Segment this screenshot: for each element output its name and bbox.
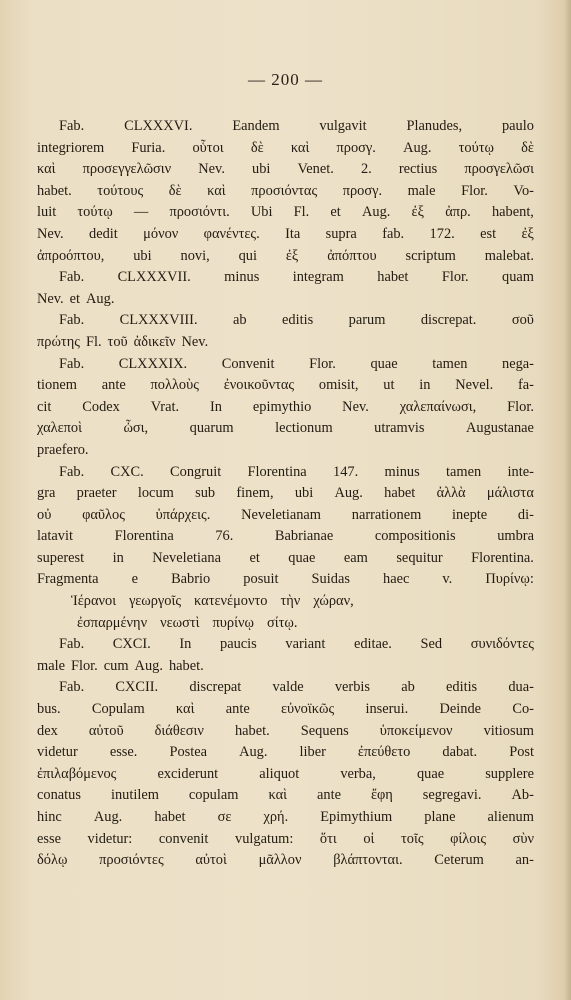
text-line: cit Codex Vrat. In epimythio Nev. χαλεπαίνωσι, Flor. xyxy=(37,398,534,415)
text-line: male Flor. cum Aug. habet. xyxy=(37,657,204,674)
text-line: latavit Florentina 76. Babrianae compositionis umbra xyxy=(37,528,534,545)
text-line: Nev. dedit μόνον φανέντες. Ita supra fab. 172. est ἐξ xyxy=(37,225,534,242)
text-line: bus. Copulam καὶ ante εὐνοϊκῶς inserui. Deinde Co- xyxy=(37,701,534,718)
paragraph xyxy=(37,116,534,310)
text-line: dex αὐτοῦ διάθεσιν habet. Sequens ὑποκείμενον vitiosum xyxy=(37,722,534,739)
text-line: superest in Neveletiana et quae eam sequitur Florentina. xyxy=(37,549,534,566)
text-line: οὐ φαῦλος ὑπάρχεις. Neveletianam narrationem inepte di- xyxy=(37,506,534,523)
text-line: gra praeter locum sub finem, ubi Aug. habet ἀλλὰ μάλιστα xyxy=(37,485,534,502)
text-line: conatus inutilem copulam καὶ ante ἔφη segregavi. Ab- xyxy=(37,787,534,804)
text-line: videtur esse. Postea Aug. liber ἐπεύθετο dabat. Post xyxy=(37,744,534,761)
paragraph xyxy=(37,462,534,635)
text-line: tionem ante πολλοὺς ἐνοικοῦντας omisit, ut in Nevel. fa- xyxy=(37,377,534,394)
text-line: Fab. CXC. Congruit Florentina 147. minus tamen inte- xyxy=(59,463,534,480)
paragraph xyxy=(37,677,534,871)
text-line: Fab. CLXXXIX. Convenit Flor. quae tamen nega- xyxy=(59,355,534,372)
page-edge-shadow xyxy=(564,0,571,1000)
text-line: ἐπιλαβόμενος exciderunt aliquot verba, quae supplere xyxy=(37,765,534,782)
text-line: habet. τούτους δὲ καὶ προσιόντας προσγ. male Flor. Vo- xyxy=(37,182,534,199)
verse-line: Ἱέρανοι γεωργοῖς κατενέμοντο τὴν χώραν, xyxy=(71,593,354,610)
text-line: Fab. CXCII. discrepat valde verbis ab editis dua- xyxy=(59,679,534,696)
verse-line: ἐσπαρμένην νεωστὶ πυρίνῳ σίτῳ. xyxy=(77,614,298,631)
text-line: χαλεποὶ ὦσι, quarum lectionum utramvis Augustanae xyxy=(37,420,534,437)
paragraph xyxy=(37,310,534,353)
text-line: καὶ προσεγγελῶσιν Nev. ubi Venet. 2. rectius προσγελῶσι xyxy=(37,161,534,178)
text-line: Nev. et Aug. xyxy=(37,290,115,307)
text-line: Fab. CXCI. In paucis variant editae. Sed συνιδόντες xyxy=(59,636,534,653)
text-line: luit τούτῳ — προσιόντι. Ubi Fl. et Aug. ἐξ ἀπρ. habent, xyxy=(37,204,534,221)
text-line: integriorem Furia. οὗτοι δὲ καὶ προσγ. Aug. τούτῳ δὲ xyxy=(37,139,534,156)
paragraph xyxy=(37,354,534,462)
text-line: hinc Aug. habet σε χρή. Epimythium plane alienum xyxy=(37,809,534,825)
page-number: — 200 — xyxy=(248,70,323,89)
text-line: esse videtur: convenit vulgatum: ὅτι οἱ τοῖς φίλοις σὺν xyxy=(37,830,534,847)
text-line: πρώτης Fl. τοῦ ἀδικεῖν Nev. xyxy=(37,333,209,350)
text-line: Fab. CLXXXVII. minus integram habet Flor. quam xyxy=(59,269,534,286)
text-line: Fragmenta e Babrio posuit Suidas haec v. Πυρίνῳ: xyxy=(37,571,534,588)
paragraph xyxy=(37,634,534,677)
text-line: Fab. CLXXXVI. Eandem vulgavit Planudes, paulo xyxy=(59,118,534,134)
text-line: praefero. xyxy=(37,441,89,458)
text-line: ἀπροόπτου, ubi novi, qui ἐξ ἀπόπτου scriptum malebat. xyxy=(37,247,534,264)
text-line: Fab. CLXXXVIII. ab editis parum discrepat. σοῦ xyxy=(59,312,534,329)
text-body xyxy=(37,116,534,872)
text-line: δόλῳ προσιόντες αὐτοὶ μᾶλλον βλάπτονται. Ceterum an- xyxy=(37,852,534,869)
